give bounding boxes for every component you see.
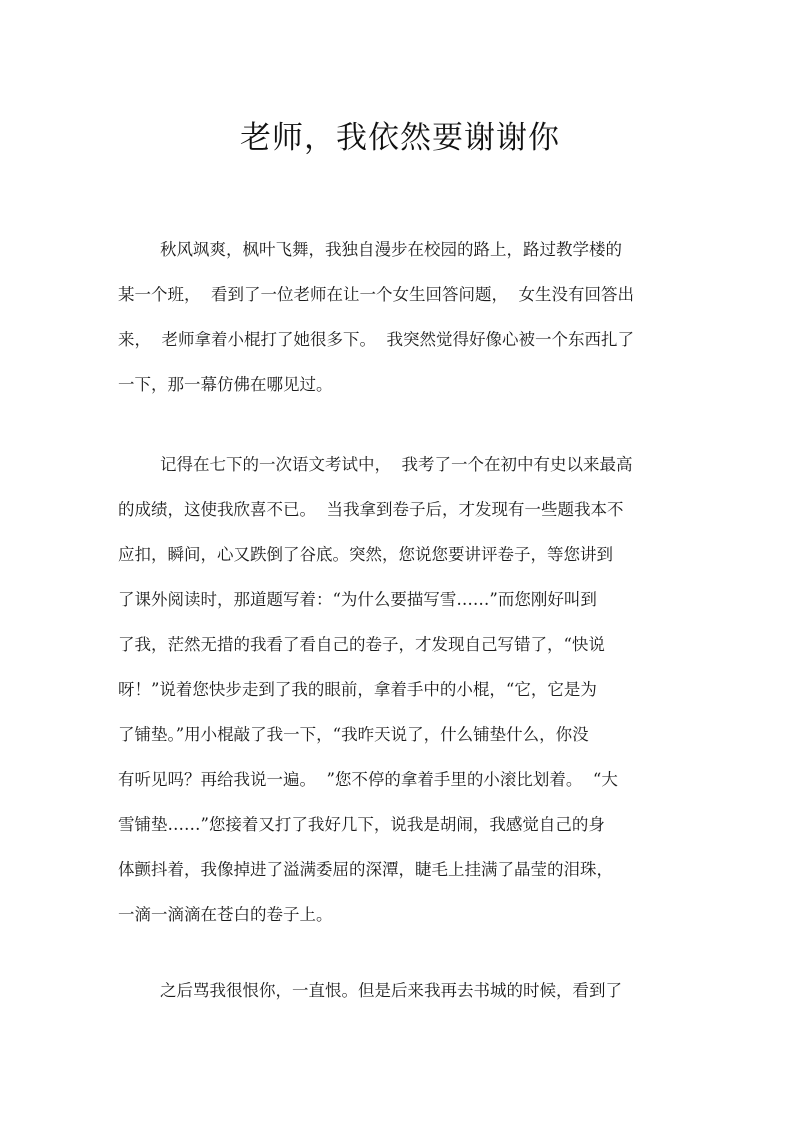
- paragraph-line: 之后骂我很恨你，一直恨。但是后来我再去书城的时候，看到了: [118, 981, 622, 1000]
- paragraph-line: 的成绩，这使我欣喜不已。 当我拿到卷子后，才发现有一些题我本不: [118, 500, 624, 519]
- paragraph-line: 记得在七下的一次语文考试中， 我考了一个在初中有史以来最高: [118, 455, 633, 474]
- paragraph-line: 呀！”说着您快步走到了我的眼前，拿着手中的小棍，“它，它是为: [118, 680, 597, 699]
- paragraph-line: 一下，那一幕仿佛在哪见过。: [118, 375, 333, 394]
- paragraph-line: 了我，茫然无措的我看了看自己的卷子，才发现自己写错了，“快说: [118, 635, 605, 654]
- paragraph-line: 了铺垫。”用小棍敲了我一下，“我昨天说了，什么铺垫什么，你没: [118, 725, 589, 744]
- paragraph-line: 了课外阅读时，那道题写着：“为什么要描写雪……”而您刚好叫到: [118, 590, 597, 609]
- paragraph-line: 秋风飒爽，枫叶飞舞，我独自漫步在校园的路上，路过教学楼的: [118, 240, 622, 259]
- paragraph-2: [118, 442, 638, 937]
- paragraph-line: 一滴一滴滴在苍白的卷子上。: [118, 905, 333, 924]
- paragraph-line: 有听见吗？再给我说一遍。 ”您不停的拿着手里的小滚比划着。 “大: [118, 770, 618, 789]
- paragraph-1: [118, 227, 638, 407]
- paragraph-3: [118, 968, 638, 1013]
- paragraph-line: 雪铺垫……”您接着又打了我好几下，说我是胡闹，我感觉自己的身: [118, 815, 605, 834]
- paragraph-line: 某一个班， 看到了一位老师在让一个女生回答问题， 女生没有回答出: [118, 285, 634, 304]
- paragraph-line: 来， 老师拿着小棍打了她很多下。 我突然觉得好像心被一个东西扎了: [118, 330, 634, 349]
- paragraph-line: 体颤抖着，我像掉进了溢满委屈的深潭，睫毛上挂满了晶莹的泪珠，: [118, 860, 613, 879]
- document-title: 老师，我依然要谢谢你: [240, 120, 560, 156]
- paragraph-line: 应扣，瞬间，心又跌倒了谷底。突然，您说您要讲评卷子，等您讲到: [118, 545, 613, 564]
